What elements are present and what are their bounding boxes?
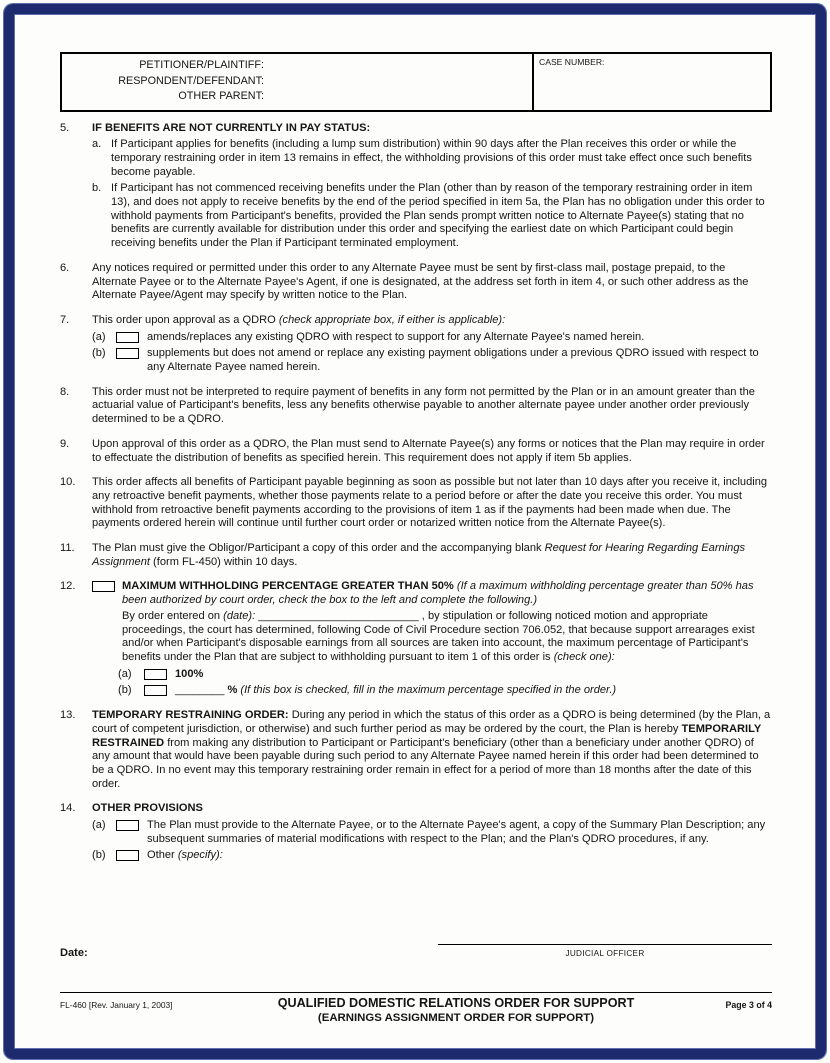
item-5a-letter: a.	[92, 138, 102, 151]
item-11-text-2: (form FL-450) within 10 days.	[149, 555, 298, 568]
form-number: FL-460 [Rev. January 1, 2003]	[60, 1000, 173, 1010]
item-14b-specify: (specify):	[177, 849, 223, 862]
item-12-body-2: , by stipulation or following noticed motion and appropriate proceedings, the court has determined, following Code of Civil Procedure section 706.052, that because support arrearages exist and/or when Participant's disposable earnings from all sources are taken into account, the maximum percentage of Participant's benefits under the Plan that are subject to withholding pursuant to item 1 of this order is	[122, 609, 755, 663]
item-9-text: Upon approval of this order as a QDRO, the Plan must send to Alternate Payee(s) any forms or notices that the Plan may require in order to effectuate the distribution of benefits as specified herein. This requirement does not apply if item 5b applies.	[92, 437, 765, 464]
case-number-box[interactable]	[532, 54, 770, 110]
item-8	[60, 386, 772, 427]
item-12b-letter: (b)	[118, 684, 132, 697]
item-7	[60, 314, 772, 375]
checkbox-item-14b[interactable]	[116, 850, 139, 861]
item-12a-letter: (a)	[118, 667, 132, 680]
item-12-date-blank[interactable]: __________________________	[258, 609, 419, 622]
judicial-officer-signature-line[interactable]	[438, 930, 772, 945]
item-7-intro-text: This order upon approval as a QDRO	[92, 313, 279, 326]
item-5b	[92, 182, 772, 251]
item-10	[60, 476, 772, 531]
item-12-heading	[92, 580, 772, 607]
item-12-body-1: By order entered on	[122, 609, 224, 622]
item-12a-label: 100%	[175, 667, 204, 680]
item-11	[60, 542, 772, 569]
item-5	[60, 122, 772, 251]
item-13-text-2: from making any distribution to Participant or Participant's beneficiary (other than a beneficiary under another QDRO) of any amount that would have been payable during such period to any Alternate Payee named herein if this order had been determined to be a QDRO. In no event may this temporary restraining order remain in effect for a period of more than 18 months after the date of this order.	[92, 736, 759, 790]
item-7-intro	[92, 314, 772, 328]
item-12b-percent-sign: %	[224, 684, 241, 697]
item-5a	[92, 138, 772, 179]
item-5a-text: If Participant applies for benefits (including a lump sum distribution) within 90 days after the Plan receives this order or while the temporary restraining order in item 13 remains in effect, the withholding provisions of this order must take effect once such benefits become payable.	[111, 138, 752, 178]
item-12b-instruction: (If this box is checked, fill in the maximum percentage specified in the order.)	[240, 684, 617, 697]
item-5b-text: If Participant has not commenced receiving benefits under the Plan (other than by reason of the temporary restraining order in item 13), and does not apply to receive benefits by the end of the period specified in item 5a, the Plan has no obligation under this order to withhold payments from Participant's benefits, provided the Plan sends prompt written notice to Alternate Payee(s) stating that no benefits are currently available for distribution under this order and specifying the earliest date on which Participant could begin receiving benefits under the Plan if Participant terminated employment.	[111, 182, 765, 250]
petitioner-label: PETITIONER/PLAINTIFF:	[139, 59, 264, 71]
judicial-officer-label: JUDICIAL OFFICER	[565, 949, 645, 959]
item-14a-text: The Plan must provide to the Alternate Payee, or to the Alternate Payee's agent, a copy of the Summary Plan Description; any subsequent summaries of material modifications with respect to the Plan; and the Plan's QDRO procedures, if any.	[147, 819, 766, 845]
item-7b-letter: (b)	[92, 347, 106, 360]
item-13-text-1: During any period in which the status of this order as a QDRO is being determined (by the Plan, a court of competent jurisdiction, or otherwise) and such further period as may be ordered by the court, the Plan is hereby	[92, 709, 771, 735]
item-9	[60, 438, 772, 465]
item-10-number: 10.	[60, 476, 76, 489]
item-10-text: This order affects all benefits of Participant payable beginning as soon as possible but not later than 10 days after you receive it, including any retroactive benefit payments, whether those payments relate to a period before or after the date you receive this order. You must withhold from retroactive benefit payments according to the provisions of item 1 as if the payments had been made when due. The payments ordered herein will continue until further court order or notarized written notice from the Alternate Payee(s).	[92, 476, 768, 530]
item-14b	[92, 849, 772, 863]
item-12-check-one: (check one):	[553, 651, 615, 663]
item-13	[60, 709, 772, 791]
item-14b-letter: (b)	[92, 849, 106, 862]
checkbox-item-7b[interactable]	[116, 348, 139, 359]
item-7-intro-instruction: (check appropriate box, if either is applicable):	[278, 313, 506, 326]
case-number-label: CASE NUMBER:	[539, 57, 605, 67]
item-7b-text: supplements but does not amend or replace any existing payment obligations under a previous QDRO issued with respect to any Alternate Payee named herein.	[147, 347, 759, 374]
checkbox-item-14a[interactable]	[116, 820, 139, 831]
item-14a-letter: (a)	[92, 819, 106, 832]
item-14-number: 14.	[60, 802, 76, 815]
checkbox-item-12a[interactable]	[144, 669, 167, 680]
item-12-body	[92, 610, 772, 665]
item-14a	[92, 819, 772, 846]
item-13-title: TEMPORARY RESTRAINING ORDER:	[92, 709, 289, 722]
item-6-number: 6.	[60, 261, 70, 274]
form-content	[60, 52, 772, 1025]
checkbox-item-12[interactable]	[92, 581, 115, 592]
item-11-text	[92, 542, 772, 569]
item-13-number: 13.	[60, 709, 76, 722]
item-11-number: 11.	[60, 542, 75, 555]
respondent-label: RESPONDENT/DEFENDANT:	[118, 74, 264, 87]
page-footer	[60, 992, 772, 1025]
party-labels	[62, 54, 532, 110]
case-caption-box	[60, 52, 772, 112]
item-11-form-name: Request for Hearing Regarding Earnings Assignment	[92, 542, 746, 568]
item-14	[60, 802, 772, 863]
item-7a-letter: (a)	[92, 330, 106, 343]
item-13-text	[92, 709, 772, 791]
item-9-number: 9.	[60, 437, 70, 450]
checkbox-item-12b[interactable]	[144, 685, 167, 696]
item-12a	[92, 668, 772, 682]
form-title	[230, 996, 682, 1025]
item-13-restrained: TEMPORARILY RESTRAINED	[92, 722, 762, 749]
item-12-title-instruction: (If a maximum withholding percentage greater than 50% has been authorized by court order, check the box to the left and complete the following.)	[122, 580, 754, 607]
item-5-number: 5.	[60, 121, 70, 134]
item-7a	[92, 331, 772, 345]
item-12-title: MAXIMUM WITHHOLDING PERCENTAGE GREATER THAN 50%	[122, 580, 454, 593]
item-7-number: 7.	[60, 313, 70, 326]
item-7b	[92, 347, 772, 374]
item-12b	[92, 684, 772, 698]
item-12-date-label: (date):	[223, 609, 259, 622]
form-title-line-2: (EARNINGS ASSIGNMENT ORDER FOR SUPPORT)	[317, 1012, 595, 1024]
date-label: Date:	[60, 947, 88, 960]
item-6	[60, 262, 772, 303]
item-14b-other: Other	[147, 849, 178, 862]
checkbox-item-7a[interactable]	[116, 332, 139, 343]
item-5-title: IF BENEFITS ARE NOT CURRENTLY IN PAY STATUS:	[92, 121, 371, 134]
item-14b-text	[147, 849, 772, 863]
item-12	[60, 580, 772, 698]
item-8-text: This order must not be interpreted to require payment of benefits in any form not permitted by the Plan or in an amount greater than the actuarial value of Participant's benefits, less any benefits otherwise payable to another alternate payee under another order previously determined to be a QDRO.	[92, 385, 755, 426]
item-6-text: Any notices required or permitted under this order to any Alternate Payee must be sent by first-class mail, postage prepaid, to the Alternate Payee or to the Alternate Payee's Agent, if one is designated, at the address set forth in item 4, or such other address as the Alternate Payee/Agent may specify by written notice to the Plan.	[92, 261, 749, 302]
signature-area	[60, 930, 772, 961]
item-8-number: 8.	[60, 385, 70, 398]
item-7a-text: amends/replaces any existing QDRO with respect to support for any Alternate Payee's named herein.	[147, 330, 645, 343]
other-parent-label: OTHER PARENT:	[178, 90, 264, 102]
judicial-officer-signature-block	[438, 930, 772, 961]
item-11-text-1: The Plan must give the Obligor/Participant a copy of this order and the accompanying blank	[92, 542, 545, 555]
item-12-number: 12.	[60, 580, 76, 593]
page-number: Page 3 of 4	[725, 1000, 772, 1010]
form-title-line-1: QUALIFIED DOMESTIC RELATIONS ORDER FOR SUPPORT	[277, 996, 635, 1010]
item-12b-percent-blank[interactable]: ________	[175, 684, 225, 697]
item-5b-letter: b.	[92, 182, 102, 195]
item-14-title: OTHER PROVISIONS	[92, 802, 203, 815]
